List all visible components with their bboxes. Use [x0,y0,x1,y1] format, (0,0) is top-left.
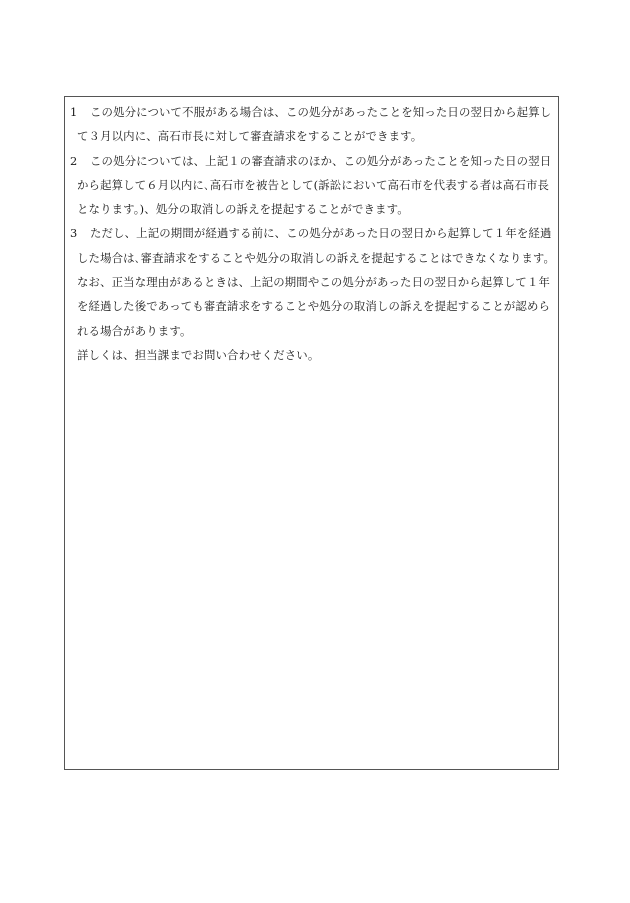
notice-content [70,100,554,367]
closing-note [70,343,554,367]
item-1-line-1 [70,100,554,124]
item-number: 1 [70,105,78,119]
item-text: から起算して６月以内に､高石市を被告として(訴訟において高石市を代表する者は高石市長 [77,177,550,192]
item-text: なお、正当な理由があるときは、上記の期間やこの処分があった日の翌日から起算して１年 [77,275,551,290]
item-text: て３月以内に、高石市長に対して審査請求をすることができます。 [77,129,423,144]
item-3-line-1 [70,221,554,245]
item-number: 3 [70,226,78,241]
item-text: を経過した後であっても審査請求をすることや処分の取消しの訴えを提起することが認めら [77,299,551,314]
item-2-line-1 [70,149,554,173]
item-3-line-5 [70,319,554,343]
item-text: この処分について不服がある場合は、この処分があったことを知った日の翌日から起算し [90,105,552,119]
item-3-line-2 [70,246,554,270]
item-3-line-4 [70,294,554,318]
item-text: ただし、上記の期間が経過する前に、この処分があった日の翌日から起算して１年を経過 [90,226,552,241]
item-number: 2 [70,153,78,168]
item-text: この処分については、上記１の審査請求のほか、この処分があったことを知った日の翌日 [90,153,552,168]
notice-box [64,96,559,770]
item-3-line-3 [70,270,554,294]
item-2-line-2 [70,173,554,197]
item-text: れる場合があります。 [77,323,192,338]
item-1-line-2 [70,124,554,148]
item-2-line-3 [70,197,554,221]
closing-text: 詳しくは、担当課までお問い合わせください。 [77,347,320,362]
item-text: した場合は､審査請求をすることや処分の取消しの訴えを提起することはできなくなります。 [77,250,556,265]
item-text: となります。)、処分の取消しの訴えを提起することができます。 [77,202,409,217]
